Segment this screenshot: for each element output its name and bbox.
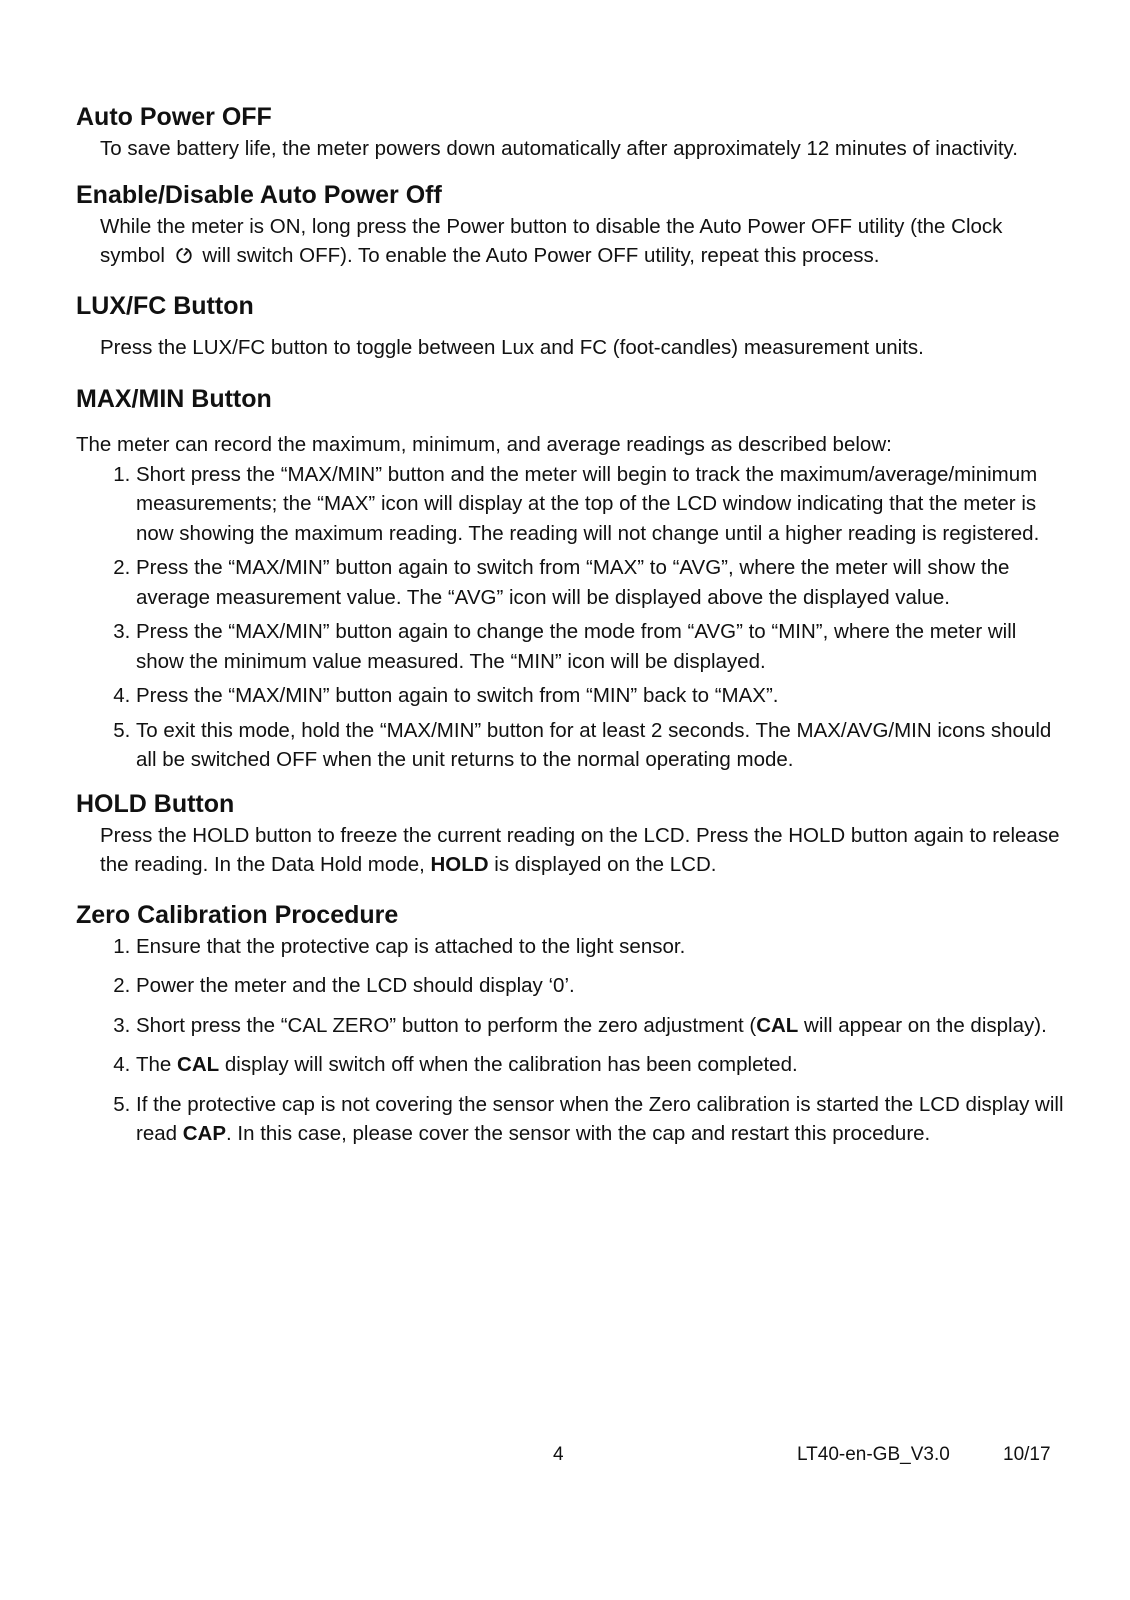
zero-step3-part-a: Short press the “CAL ZERO” button to perform the zero adjustment ( (136, 1013, 757, 1037)
zero-step4-bold: CAL (177, 1053, 220, 1076)
page-content (76, 100, 1066, 1159)
heading-max-min: MAX/MIN Button (76, 385, 272, 413)
zero-cal-steps (76, 932, 1066, 1149)
list-item: 2. Power the meter and the LCD should display ‘0’. (136, 971, 1066, 1001)
list-item: 1. Short press the “MAX/MIN” button and the meter will begin to track the maximum/average/minimum measurements; the “MAX” icon will display at the top of the LCD window indicating that the meter is now showing the maximum reading. The reading will not change until a higher reading is registered. (136, 460, 1066, 549)
heading-lux-fc: LUX/FC Button (76, 291, 254, 320)
max-min-steps (76, 460, 1066, 775)
hold-text-part1: Press the HOLD button to freeze the current reading on the LCD. Press the HOLD button again to release the reading. In the Data Hold mode, (100, 823, 1060, 876)
list-item: 3. Press the “MAX/MIN” button again to change the mode from “AVG” to “MIN”, where the meter will show the minimum value measured. The “MIN” icon will be displayed. (136, 617, 1066, 676)
section-enable-disable (76, 178, 1066, 271)
text-max-min-intro: The meter can record the maximum, minimum, and average readings as described below: (76, 433, 892, 456)
document-date: 10/17 (1003, 1444, 1051, 1465)
list-item (136, 1090, 1066, 1149)
zero-step5-bold: CAP (182, 1122, 227, 1145)
list-item: 1. Ensure that the protective cap is attached to the light sensor. (136, 932, 1066, 962)
list-item: 5. To exit this mode, hold the “MAX/MIN” button for at least 2 seconds. The MAX/AVG/MIN icons should all be switched OFF when the unit returns to the normal operating mode. (136, 716, 1066, 775)
zero-step5-part-a: If the protective cap is not covering the sensor when the Zero calibration is started the LCD display will read (136, 1092, 1064, 1145)
list-item: 4. Press the “MAX/MIN” button again to switch from “MIN” back to “MAX”. (136, 681, 1066, 711)
hold-bold: HOLD (430, 853, 489, 876)
section-auto-power-off (76, 100, 1066, 164)
heading-zero-calibration: Zero Calibration Procedure (76, 900, 399, 929)
text-lux-fc: Press the LUX/FC button to toggle between Lux and FC (foot-candles) measurement units. (100, 335, 924, 359)
list-item: 2. Press the “MAX/MIN” button again to switch from “MAX” to “AVG”, where the meter will show the average measurement value. The “AVG” icon will be displayed above the displayed value. (136, 553, 1066, 612)
heading-hold: HOLD Button (76, 789, 235, 818)
heading-auto-power-off: Auto Power OFF (76, 103, 272, 131)
zero-step4-part-b: display will switch off when the calibration has been completed. (224, 1053, 798, 1076)
zero-step3-bold: CAL (756, 1013, 799, 1037)
document-code: LT40-en-GB_V3.0 (797, 1444, 950, 1465)
enable-text-part2: will switch OFF). To enable the Auto Power OFF utility, repeat this process. (202, 244, 880, 267)
section-zero-calibration (76, 898, 1066, 1149)
zero-step3-part-b: will appear on the display). (804, 1013, 1047, 1037)
list-item (136, 1050, 1066, 1080)
text-auto-power-off: To save battery life, the meter powers down automatically after approximately 12 minutes of inactivity. (100, 137, 1018, 160)
hold-text-part2: is displayed on the LCD. (494, 853, 717, 876)
text-enable-disable (100, 212, 1066, 271)
zero-step4-part-a: The (136, 1053, 172, 1076)
clock-icon (175, 246, 193, 264)
page-number: 4 (553, 1444, 564, 1465)
section-hold (76, 787, 1066, 880)
section-max-min (76, 382, 1066, 775)
heading-enable-disable: Enable/Disable Auto Power Off (76, 180, 442, 209)
list-item (136, 1011, 1066, 1041)
section-lux-fc (76, 289, 1066, 363)
zero-step5-part-b: . In this case, please cover the sensor with the cap and restart this procedure. (226, 1122, 931, 1145)
text-hold (100, 821, 1066, 880)
enable-text-part1: While the meter is ON, long press the Power button to disable the Auto Power OFF utility (the Clock symbol (100, 214, 1003, 267)
